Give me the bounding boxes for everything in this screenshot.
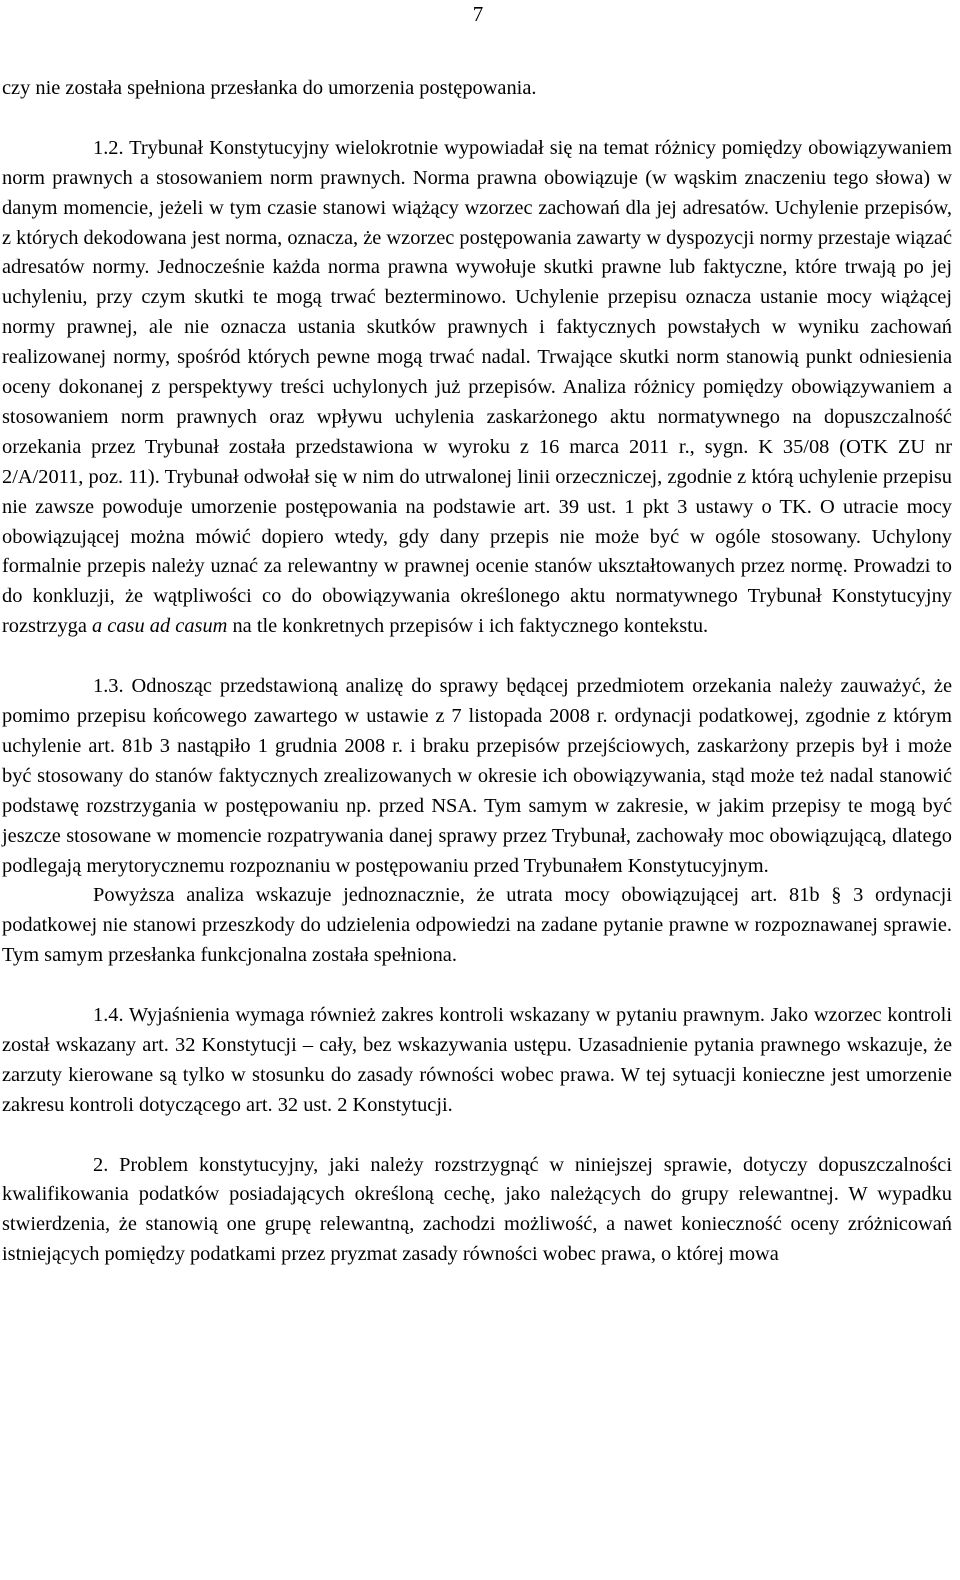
paragraph-spacer bbox=[2, 104, 952, 134]
document-body bbox=[2, 74, 952, 1270]
paragraph-section-1-2 bbox=[2, 134, 952, 642]
paragraph-conclusion: Powyższa analiza wskazuje jednoznacznie, że utrata mocy obowiązującej art. 81b § 3 ordynacji podatkowej nie stanowi przeszkody do udzielenia odpowiedzi na zadane pytanie prawne w rozpoznawanej sprawie. Tym samym przesłanka funkcjonalna została spełniona. bbox=[2, 884, 952, 967]
paragraph-text: 1.2. Trybunał Konstytucyjny wielokrotnie wypowiadał się na temat różnicy pomiędzy obowiązywaniem norm prawnych a stosowaniem norm prawnych. Norma prawna obowiązuje (w wąskim znaczeniu tego słowa) w danym momencie, jeżeli w tym czasie stanowi wiążący wzorzec zachowań dla jej adresatów. Uchylenie przepisów, z których dekodowana jest norma, oznacza, że wzorzec postępowania zawarty w dyspozycji normy przestaje wiązać adresatów normy. Jednocześnie każda norma prawna wywołuje skutki prawne lub faktyczne, które trwają po jej uchyleniu, przy czym skutki te mogą trwać bezterminowo. Uchylenie przepisu oznacza ustanie mocy wiążącej normy prawnej, ale nie oznacza ustania skutków prawnych i faktycznych powstałych w wyniku zachowań realizowanej normy, spośród których pewne mogą trwać nadal. Trwające skutki norm stanowią punkt odniesienia oceny dokonanej z perspektywy treści uchylonych już przepisów. Analiza różnicy pomiędzy obowiązywaniem a stosowaniem norm prawnych oraz wpływu uchylenia zaskarżonego aktu normatywnego na dopuszczalność orzekania przez Trybunał została przedstawiona w wyroku z 16 marca 2011 r., sygn. K 35/08 (OTK ZU nr 2/A/2011, poz. 11). Trybunał odwołał się w nim do utrwalonej linii orzeczniczej, zgodnie z którą uchylenie przepisu nie zawsze powoduje umorzenie postępowania na podstawie art. 39 ust. 1 pkt 3 ustawy o TK. O utracie mocy obowiązującej można mówić dopiero wtedy, gdy dany przepis nie może być w ogóle stosowany. Uchylony formalnie przepis należy uznać za relewantny w prawnej ocenie stanów ukształtowanych przez normę. Prowadzi to do konkluzji, że wątpliwości co do obowiązywania określonego aktu normatywnego Trybunał Konstytucyjny rozstrzyga bbox=[2, 136, 953, 638]
paragraph-spacer bbox=[2, 642, 952, 672]
paragraph-spacer bbox=[2, 971, 952, 1001]
latin-phrase: a casu ad casum bbox=[92, 615, 228, 638]
paragraph-section-1-4: 1.4. Wyjaśnienia wymaga również zakres kontroli wskazany w pytaniu prawnym. Jako wzorzec kontroli został wskazany art. 32 Konstytucji – cały, bez wskazywania ustępu. Uzasadnienie pytania prawnego wskazuje, że zarzuty kierowane są tylko w stosunku do zasady równości wobec prawa. W tej sytuacji konieczne jest umorzenie zakresu kontroli dotyczącego art. 32 ust. 2 Konstytucji. bbox=[2, 1004, 952, 1116]
paragraph-section-2: 2. Problem konstytucyjny, jaki należy rozstrzygnąć w niniejszej sprawie, dotyczy dopuszczalności kwalifikowania podatków posiadających określoną cechę, jako należących do grupy relewantnej. W wypadku stwierdzenia, że stanowią one grupę relewantną, zachodzi możliwość, a nawet konieczność oceny zróżnicowań istniejących pomiędzy podatkami przez pryzmat zasady równości wobec prawa, o której mowa bbox=[2, 1153, 952, 1266]
paragraph-section-1-3: 1.3. Odnosząc przedstawioną analizę do sprawy będącej przedmiotem orzekania należy zauważyć, że pomimo przepisu końcowego zawartego w ustawie z 7 listopada 2008 r. ordynacji podatkowej, zgodnie z którym uchylenie art. 81b 3 nastąpiło 1 grudnia 2008 r. i braku przepisów przejściowych, zaskarżony przepis był i może być stosowany do stanów faktycznych zrealizowanych w okresie ich obowiązywania, stąd może też nadal stanowić podstawę rozstrzygania w postępowaniu np. przed NSA. Tym samym w zakresie, w jakim przepisy te mogą być jeszcze stosowane w momencie rozpatrywania danej sprawy przez Trybunał, zachowały moc obowiązującą, dlatego podlegają merytorycznemu rozpoznaniu w postępowaniu przed Trybunałem Konstytucyjnym. bbox=[2, 675, 952, 877]
paragraph-text-end: na tle konkretnych przepisów i ich faktycznego kontekstu. bbox=[227, 615, 709, 638]
page-number: 7 bbox=[472, 2, 484, 26]
paragraph-spacer bbox=[2, 1121, 952, 1151]
paragraph-continuation: czy nie została spełniona przesłanka do umorzenia postępowania. bbox=[2, 77, 537, 99]
